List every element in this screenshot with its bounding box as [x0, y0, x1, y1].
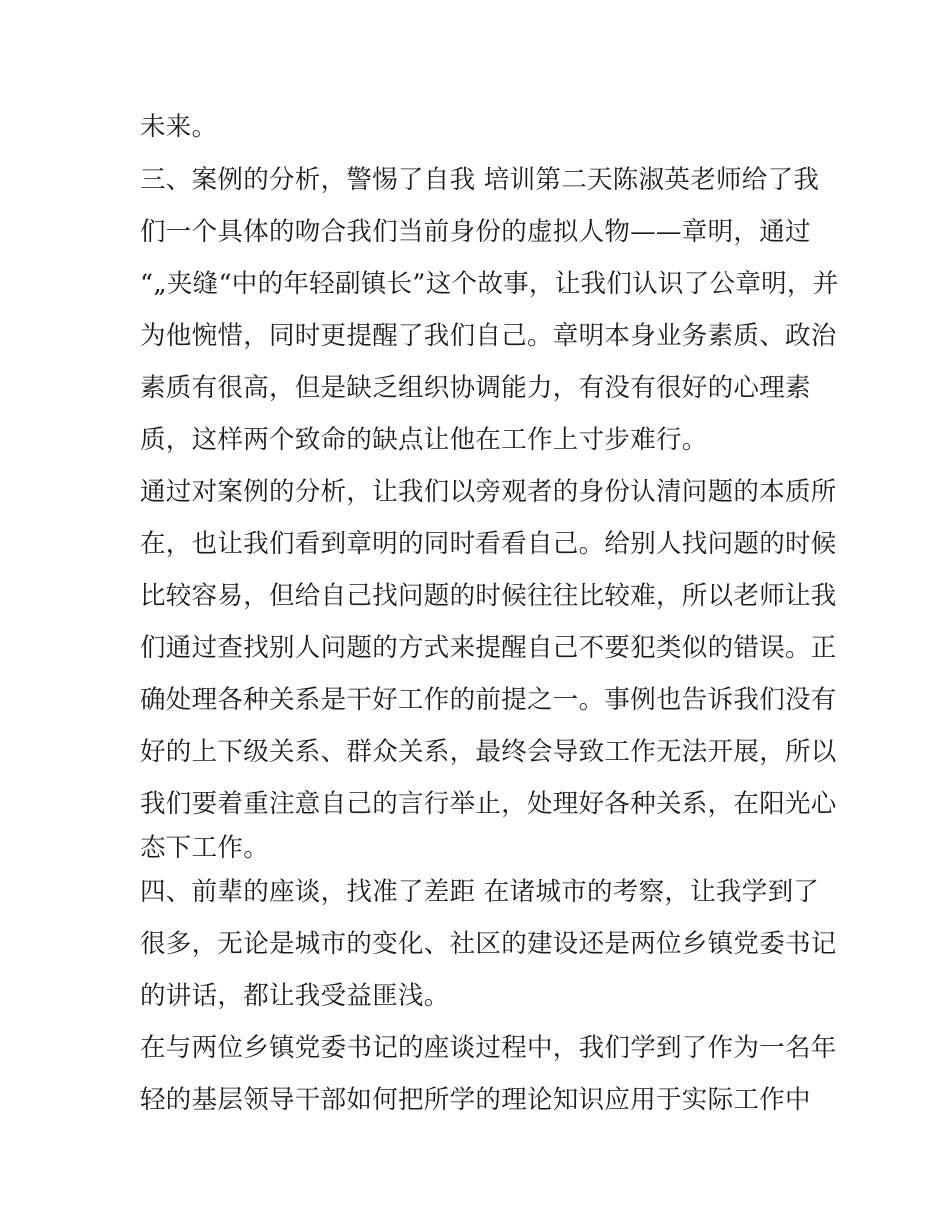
- text-line: 通过对案例的分析，让我们以旁观者的身份认清问题的本质所: [140, 477, 837, 507]
- text-line: 好的上下级关系、群众关系，最终会导致工作无法开展，所以: [140, 737, 837, 767]
- text-line: 态下工作。: [140, 833, 270, 863]
- text-line: 很多，无论是城市的变化、社区的建设还是两位乡镇党委书记: [140, 929, 837, 959]
- text-line: 为他惋惜，同时更提醒了我们自己。章明本身业务素质、政治: [140, 321, 837, 351]
- text-line: 比较容易，但给自己找问题的时候往往比较难，所以老师让我: [140, 581, 837, 611]
- text-line: 在与两位乡镇党委书记的座谈过程中，我们学到了作为一名年: [140, 1033, 837, 1063]
- text-line: 三、案例的分析，警惕了自我 培训第二天陈淑英老师给了我: [140, 165, 820, 195]
- text-line: 素质有很高，但是缺乏组织协调能力，有没有很好的心理素: [140, 373, 811, 403]
- text-line: 们通过查找别人问题的方式来提醒自己不要犯类似的错误。正: [140, 633, 837, 663]
- text-line: 四、前辈的座谈，找准了差距 在诸城市的考察，让我学到了: [140, 877, 820, 907]
- text-line: 的讲话，都让我受益匪浅。: [140, 981, 450, 1011]
- text-line: 我们要着重注意自己的言行举止，处理好各种关系，在阳光心: [140, 789, 837, 819]
- text-line: 确处理各种关系是干好工作的前提之一。事例也告诉我们没有: [140, 685, 837, 715]
- text-line: 未来。: [140, 112, 218, 142]
- text-line: 质，这样两个致命的缺点让他在工作上寸步难行。: [140, 425, 708, 455]
- text-line: 轻的基层领导干部如何把所学的理论知识应用于实际工作中: [140, 1085, 811, 1115]
- text-line: 们一个具体的吻合我们当前身份的虚拟人物——章明，通过: [140, 217, 811, 247]
- text-line: 在，也让我们看到章明的同时看看自己。给别人找问题的时候: [140, 529, 837, 559]
- text-line: “„夹缝“中的年轻副镇长”这个故事，让我们认识了公章明，并: [140, 269, 839, 299]
